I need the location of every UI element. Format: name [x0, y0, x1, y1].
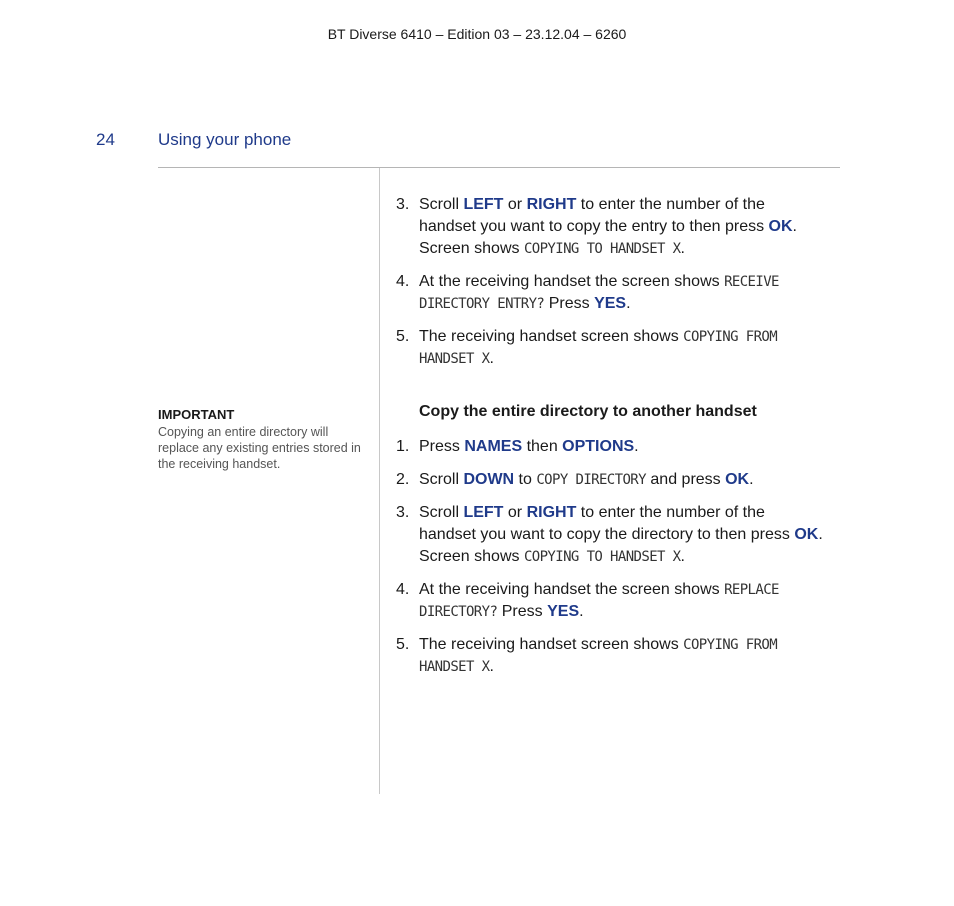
key-label: YES: [594, 295, 627, 312]
document-header: BT Diverse 6410 – Edition 03 – 23.12.04 – 6260: [327, 26, 627, 42]
section-title: Using your phone: [158, 130, 292, 149]
step-item: [396, 271, 826, 315]
step-text: to enter the number of the handset you want to copy the entry to then press: [419, 196, 769, 235]
step-text: The receiving handset screen shows: [419, 636, 684, 653]
step-text: .: [749, 471, 754, 488]
step-text: to: [514, 471, 537, 488]
step-item: [396, 469, 826, 491]
step-text: .: [680, 548, 685, 565]
step-number: 4.: [396, 581, 410, 598]
step-number: 4.: [396, 273, 410, 290]
key-label: LEFT: [463, 504, 504, 521]
step-text: Press: [497, 603, 548, 620]
step-text: .: [626, 295, 631, 312]
step-text: At the receiving handset the screen shows: [419, 273, 725, 290]
screen-text: COPY DIRECTORY: [536, 472, 646, 488]
step-number: 5.: [396, 636, 410, 653]
step-item: [396, 194, 826, 260]
screen-text: COPYING TO HANDSET X: [523, 241, 681, 257]
step-text: Scroll: [419, 504, 464, 521]
step-text: . Screen shows: [419, 218, 797, 257]
step-item: [396, 634, 826, 678]
steps-list-directory: [396, 436, 826, 678]
important-heading: IMPORTANT: [158, 407, 235, 422]
header-divider: [158, 167, 840, 168]
key-label: RIGHT: [526, 504, 577, 521]
key-label: DOWN: [463, 471, 515, 488]
step-text: and press: [645, 471, 726, 488]
step-number: 2.: [396, 471, 410, 488]
key-label: OK: [768, 218, 793, 235]
important-note: [158, 407, 363, 472]
step-text: Press: [544, 295, 595, 312]
step-text: or: [503, 196, 527, 213]
step-text: The receiving handset screen shows: [419, 328, 684, 345]
screen-text: COPYING FROM HANDSET X: [419, 329, 778, 367]
step-item: [396, 579, 826, 623]
step-item: [396, 436, 826, 458]
step-number: 1.: [396, 438, 410, 455]
step-text: to enter the number of the handset you want to copy the directory to then press: [419, 504, 795, 543]
screen-text: RECEIVE DIRECTORY ENTRY?: [419, 274, 779, 312]
key-label: NAMES: [464, 438, 523, 455]
key-label: YES: [547, 603, 580, 620]
copy-entry-steps: [396, 194, 826, 381]
step-text: .: [489, 658, 494, 675]
copy-directory-steps: [396, 436, 826, 689]
step-item: [396, 502, 826, 568]
column-divider: [379, 168, 380, 794]
key-label: LEFT: [463, 196, 504, 213]
step-text: Scroll: [419, 471, 464, 488]
screen-text: REPLACE DIRECTORY?: [419, 582, 779, 620]
step-text: At the receiving handset the screen shows: [419, 581, 725, 598]
key-label: RIGHT: [526, 196, 577, 213]
step-text: .: [680, 240, 685, 257]
key-label: OPTIONS: [562, 438, 635, 455]
steps-list-entry: [396, 194, 826, 370]
step-text: . Screen shows: [419, 526, 823, 565]
key-label: OK: [794, 526, 819, 543]
copy-all-heading: Copy the entire directory to another handset: [419, 403, 757, 420]
step-item: [396, 326, 826, 370]
key-label: OK: [725, 471, 750, 488]
screen-text: COPYING TO HANDSET X: [523, 549, 681, 565]
step-text: Scroll: [419, 196, 464, 213]
step-text: .: [489, 350, 494, 367]
important-body: Copying an entire directory will replace any existing entries stored in the receiving handset.: [158, 425, 361, 471]
step-text: or: [503, 504, 527, 521]
step-number: 5.: [396, 328, 410, 345]
step-number: 3.: [396, 504, 410, 521]
step-number: 3.: [396, 196, 410, 213]
step-text: then: [522, 438, 563, 455]
step-text: Press: [419, 438, 465, 455]
screen-text: COPYING FROM HANDSET X: [419, 637, 778, 675]
page-number: 24: [96, 130, 115, 149]
step-text: .: [634, 438, 639, 455]
step-text: .: [579, 603, 584, 620]
